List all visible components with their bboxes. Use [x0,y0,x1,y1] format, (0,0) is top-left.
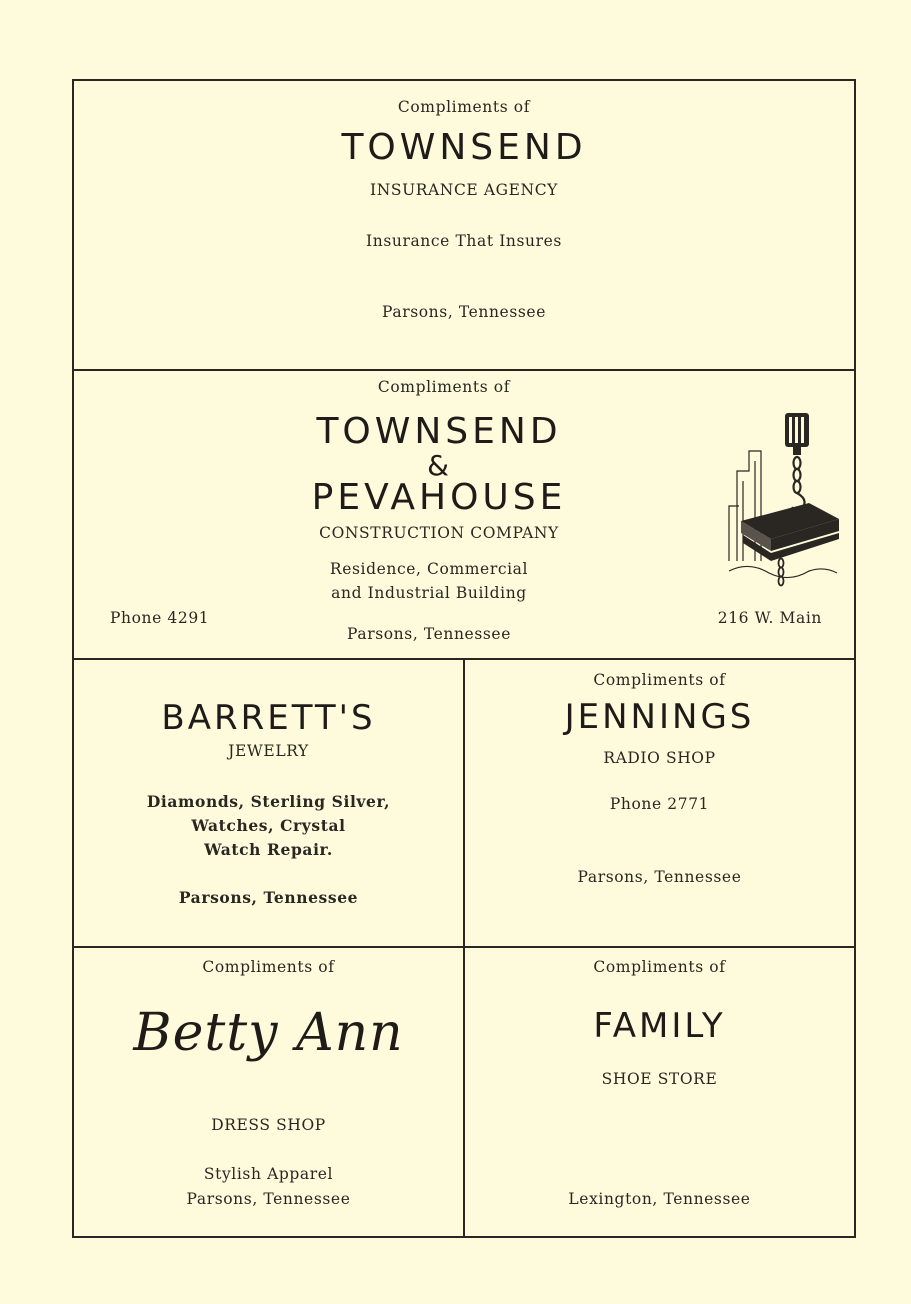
compliments-text: Compliments of [202,958,335,976]
compliments-text: Compliments of [377,378,511,396]
crane-hook-steel-beam-icon [719,411,839,591]
compliments-text: Compliments of [593,958,726,976]
description-line1: Residence, Commercial [329,560,529,578]
location: Lexington, Tennessee [568,1190,751,1208]
brand-name-line1: TOWNSEND [316,411,562,452]
ad-townsend-pevahouse [74,371,854,658]
ad-barretts [74,660,463,946]
location: Parsons, Tennessee [347,625,511,643]
brand-name: TOWNSEND [341,127,587,168]
brand-name: Betty Ann [133,1003,404,1063]
ad-betty-ann [74,948,463,1236]
business-type: JEWELRY [228,742,309,760]
detail-line1: Stylish Apparel [203,1165,334,1183]
brand-ampersand: & [427,449,451,482]
phone-number: Phone 4291 [110,609,210,627]
business-type: CONSTRUCTION COMPANY [319,524,559,542]
brand-name: JENNINGS [564,697,755,737]
business-type: DRESS SHOP [211,1116,326,1134]
ad-family [465,948,854,1236]
ad-townsend-insurance [74,81,854,369]
business-type: INSURANCE AGENCY [369,181,559,199]
detail-line3: Watch Repair. [204,840,333,859]
brand-name-line2: PEVAHOUSE [311,477,567,518]
detail-line2: Watches, Crystal [191,816,346,835]
description-line2: and Industrial Building [331,584,527,602]
street-address: 216 W. Main [717,609,822,627]
compliments-text: Compliments of [397,98,531,116]
brand-name: BARRETT'S [161,698,376,738]
business-type: SHOE STORE [601,1070,718,1088]
location: Parsons, Tennessee [178,888,359,907]
location: Parsons, Tennessee [382,303,546,321]
detail-line1: Diamonds, Sterling Silver, [146,792,391,811]
business-type: RADIO SHOP [603,749,716,767]
slogan: Insurance That Insures [366,232,562,250]
compliments-text: Compliments of [593,671,726,689]
ad-jennings [465,660,854,946]
brand-name: FAMILY [593,1006,726,1046]
phone-number: Phone 2771 [609,795,710,813]
location: Parsons, Tennessee [577,868,742,886]
location: Parsons, Tennessee [186,1190,351,1208]
